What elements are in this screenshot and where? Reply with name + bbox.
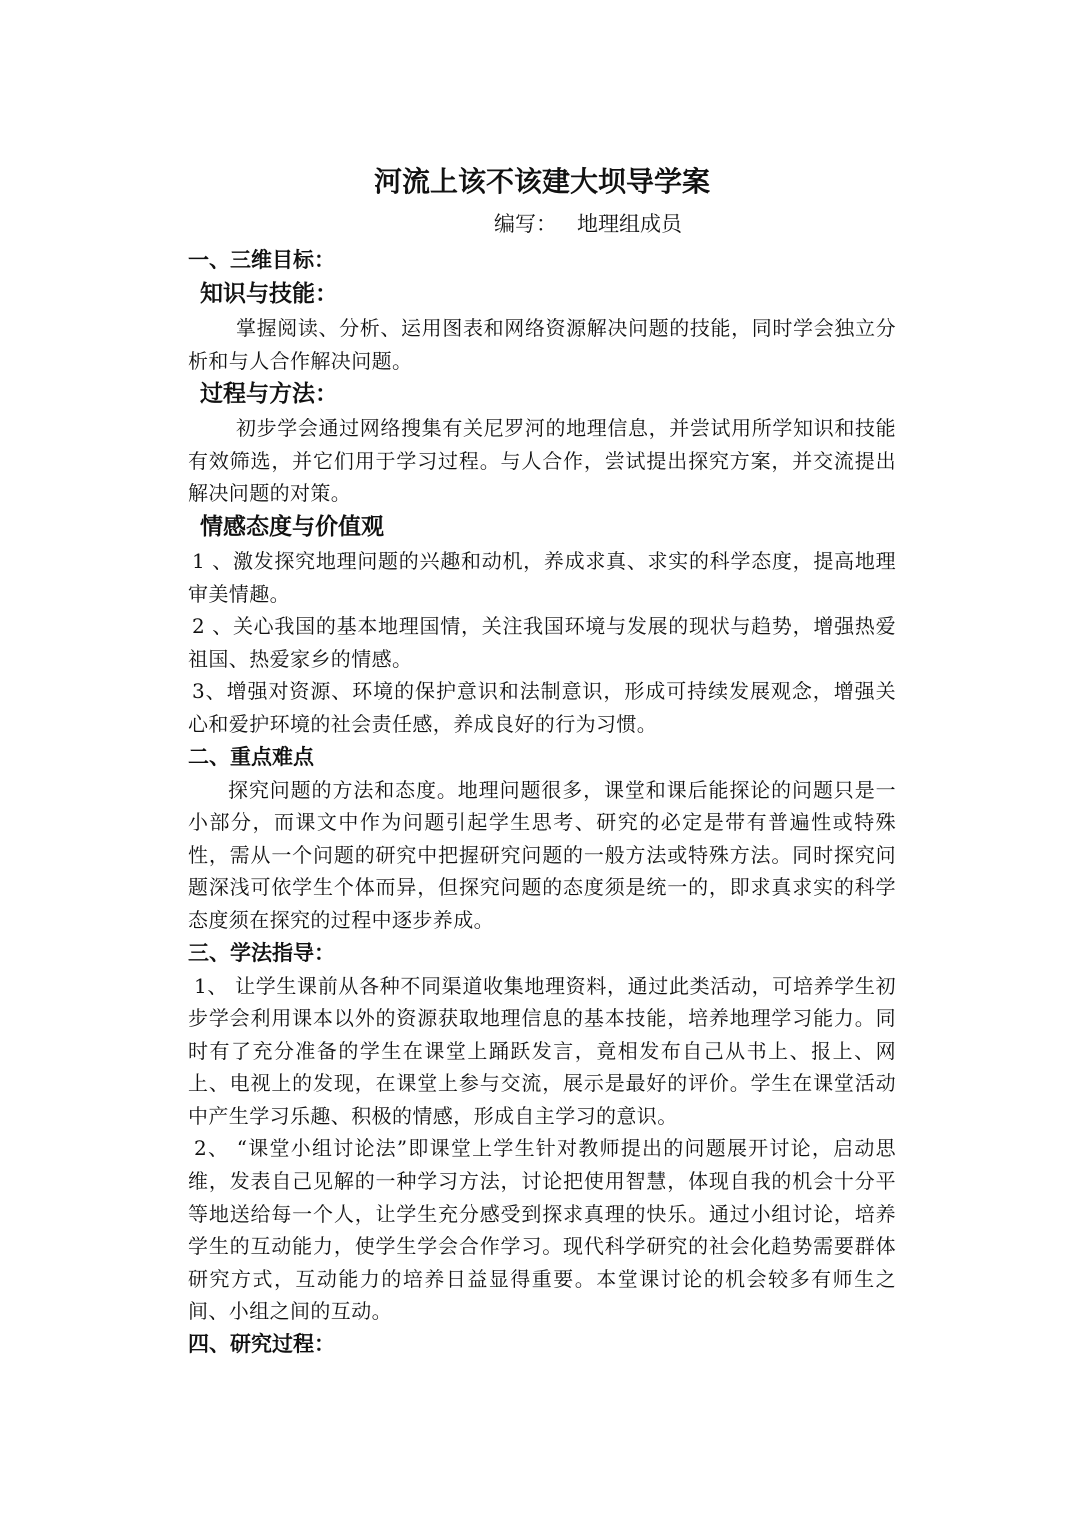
study-method-item-2: 2、 “课堂小组讨论法”即课堂上学生针对教师提出的问题展开讨论，启动思维，发表自己见解的一种学习方法，讨论把使用智慧，体现自我的机会十分平等地送给每一个人，让学生充分感受到探求真理的快乐。通过小组讨论，培养学生的互动能力，使学生学会合作学习。现代科学研究的社会化趋势需要群体研究方式，互动能力的培养日益显得重要。本堂课讨论的机会较多有师生之间、小组之间的互动。 (188, 1136, 896, 1324)
document-body (188, 160, 896, 1361)
attitude-item-2: 2 、关心我国的基本地理国情，关注我国环境与发展的现状与趋势，增强热爱祖国、热爱家乡的情感。 (188, 614, 896, 671)
attitude-item-1: 1 、激发探究地理问题的兴趣和动机，养成求真、求实的科学态度，提高地理审美情趣。 (188, 548, 896, 606)
section-4-heading: 四、研究过程： (188, 1332, 335, 1357)
subsection-attitude-values: 情感态度与价值观 (200, 513, 384, 540)
subsection-process-methods: 过程与方法： (200, 381, 338, 408)
process-methods-text: 初步学会通过网络搜集有关尼罗河的地理信息，并尝试用所学知识和技能有效筛选，并它们用于学习过程。与人合作，尝试提出探究方案，并交流提出解决问题的对策。 (188, 416, 896, 506)
knowledge-skills-text: 掌握阅读、分析、运用图表和网络资源解决问题的技能，同时学会独立分析和与人合作解决问题。 (188, 316, 896, 373)
subsection-knowledge-skills: 知识与技能： (200, 281, 338, 307)
author-line: 编写： 地理组成员 (494, 212, 683, 236)
attitude-item-3: 3、增强对资源、环境的保护意识和法制意识，形成可持续发展观念，增强关心和爱护环境的社会责任感，养成良好的行为习惯。 (188, 679, 896, 736)
section-2-heading: 二、重点难点 (188, 744, 314, 769)
key-difficulties-text: 探究问题的方法和态度。地理问题很多，课堂和课后能探论的问题只是一小部分，而课文中作为问题引起学生思考、研究的必定是带有普遍性或特殊性，需从一个问题的研究中把握研究问题的一般方法或特殊方法。同时探究问题深浅可依学生个体而异，但探究问题的态度须是统一的，即求真求实的科学态度须在探究的过程中逐步养成。 (188, 777, 896, 932)
study-method-item-1: 1、 让学生课前从各种不同渠道收集地理资料，通过此类活动，可培养学生初步学会利用课本以外的资源获取地理信息的基本技能，培养地理学习能力。同时有了充分准备的学生在课堂上踊跃发言，竟相发布自己从书上、报上、网上、电视上的发现，在课堂上参与交流，展示是最好的评价。学生在课堂活动中产生学习乐趣、积极的情感，形成自主学习的意识。 (188, 973, 896, 1128)
document-title: 河流上该不该建大坝导学案 (373, 165, 710, 198)
section-1-heading: 一、三维目标： (188, 248, 335, 272)
section-3-heading: 三、学法指导： (188, 940, 335, 965)
